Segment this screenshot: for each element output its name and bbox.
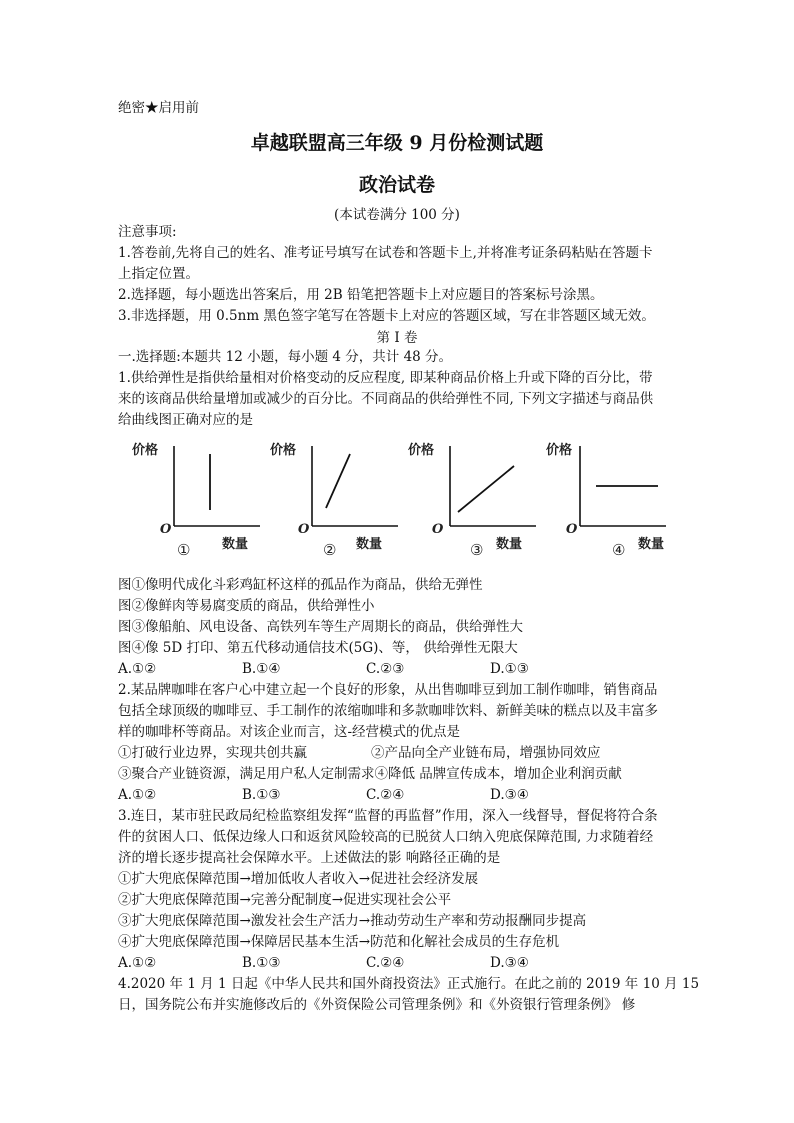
q1-option-b: B.①④ bbox=[242, 661, 281, 677]
score-note: (本试卷满分 100 分) bbox=[334, 207, 460, 223]
graph-4-x-label: 数量 bbox=[638, 537, 665, 552]
curve-gentle bbox=[458, 466, 514, 512]
volume-heading: 第 I 卷 bbox=[376, 330, 418, 346]
q1-line-3: 给曲线图正确对应的是 bbox=[118, 412, 253, 428]
graph-4-svg bbox=[546, 436, 686, 566]
graph-1-svg bbox=[132, 436, 272, 566]
graph-2-svg bbox=[270, 436, 410, 566]
graph-1-x-label: 数量 bbox=[222, 537, 249, 552]
graph-3-x-label: 数量 bbox=[496, 537, 523, 552]
graph-1-origin: O bbox=[160, 522, 172, 537]
q1-options bbox=[118, 659, 614, 679]
graph-2-x-label: 数量 bbox=[356, 537, 383, 552]
graph-4-number: ④ bbox=[612, 541, 626, 559]
q1-option-a: A.①② bbox=[118, 661, 157, 677]
subject-title: 政治试卷 bbox=[358, 174, 435, 196]
note-3: 3.非选择题，用 0.5nm 黑色签字笔写在答题卡上对应的答题区域，写在非答题区域无效。 bbox=[118, 308, 655, 324]
note-1-line-2: 上指定位置。 bbox=[118, 266, 199, 282]
q3-path-3: ③扩大兜底保障范围→激发社会生产活力→推动劳动生产率和劳动报酬同步提高 bbox=[118, 913, 587, 929]
q2-option-a: A.①② bbox=[118, 787, 157, 803]
graph-3-y-label: 价格 bbox=[408, 443, 435, 458]
supply-graph-4 bbox=[546, 436, 686, 566]
q4-line-1: 4.2020 年 1 月 1 日起《中华人民共和国外商投资法》正式施行。在此之前的 2019 年 10 月 15 bbox=[118, 976, 700, 992]
q2-statement-3: ③聚合产业链资源，满足用户私人定制需求④降低 品牌宣传成本，增加企业利润贡献 bbox=[118, 766, 622, 782]
q3-option-d: D.③④ bbox=[490, 955, 529, 971]
notes-heading: 注意事项: bbox=[118, 224, 177, 240]
q1-statement-2: 图②像鲜肉等易腐变质的商品，供给弹性小 bbox=[118, 598, 375, 614]
graph-4-origin: O bbox=[566, 522, 578, 537]
graph-3-number: ③ bbox=[470, 541, 484, 559]
q1-option-d: D.①③ bbox=[490, 661, 529, 677]
q1-line-1: 1.供给弹性是指供给量相对价格变动的反应程度, 即某种商品价格上升或下降的百分比，带 bbox=[118, 370, 653, 386]
q1-statement-4: 图④像 5D 打印、第五代移动通信技术(5G)、等， 供给弹性无限大 bbox=[118, 640, 518, 656]
supply-graph-1 bbox=[132, 436, 272, 566]
page-title: 卓越联盟高三年级 9 月份检测试题 bbox=[250, 132, 544, 154]
graph-2-number: ② bbox=[323, 541, 337, 559]
q2-line-2: 包括全球顶级的咖啡豆、手工制作的浓缩咖啡和多款咖啡饮料、新鲜美味的糕点以及丰富多 bbox=[118, 703, 658, 719]
q2-statement-2: ②产品向全产业链布局，增强协同效应 bbox=[371, 745, 601, 761]
graph-1-number: ① bbox=[177, 541, 191, 559]
q2-line-3: 样的咖啡杯等商品。对该企业而言，这-经营模式的优点是 bbox=[118, 724, 461, 740]
q3-options bbox=[118, 953, 614, 973]
q3-line-2: 件的贫困人口、低保边缘人口和返贫风险较高的已脱贫人口纳入兜底保障范围, 力求随着经 bbox=[118, 829, 654, 845]
section-intro: 一.选择题:本题共 12 小题，每小题 4 分，共计 48 分。 bbox=[118, 349, 453, 365]
q3-option-a: A.①② bbox=[118, 955, 157, 971]
q4-line-2: 日，国务院公布并实施修改后的《外资保险公司管理条例》和《外资银行管理条例》 修 bbox=[118, 997, 636, 1013]
graph-2-origin: O bbox=[298, 522, 310, 537]
q2-options bbox=[118, 785, 614, 805]
q1-statement-3: 图③像船舶、风电设备、高铁列车等生产周期长的商品，供给弹性大 bbox=[118, 619, 523, 635]
q3-option-b: B.①③ bbox=[242, 955, 281, 971]
q2-line-1: 2.某品牌咖啡在客户心中建立起一个良好的形象，从出售咖啡豆到加工制作咖啡，销售商品 bbox=[118, 682, 658, 698]
graph-3-origin: O bbox=[432, 522, 444, 537]
q3-line-3: 济的增长逐步提高社会保障水平。上述做法的影 响路径正确的是 bbox=[118, 850, 501, 866]
q1-line-2: 来的该商品供给量增加或减少的百分比。不同商品的供给弹性不同, 下列文字描述与商品供 bbox=[118, 391, 654, 407]
graph-3-svg bbox=[408, 436, 548, 566]
graph-1-y-label: 价格 bbox=[132, 443, 159, 458]
supply-graph-2 bbox=[270, 436, 410, 566]
graph-4-y-label: 价格 bbox=[546, 443, 573, 458]
supply-graph-3 bbox=[408, 436, 548, 566]
note-1-line-1: 1.答卷前,先将自己的姓名、准考证号填写在试卷和答题卡上,并将准考证条码粘贴在答题卡 bbox=[118, 245, 653, 261]
q3-path-4: ④扩大兜底保障范围→保障居民基本生活→防范和化解社会成员的生存危机 bbox=[118, 934, 560, 950]
q1-option-c: C.②③ bbox=[366, 661, 405, 677]
q2-option-c: C.②④ bbox=[366, 787, 405, 803]
q2-statement-1: ①打破行业边界，实现共创共赢 bbox=[118, 745, 307, 761]
curve-steep bbox=[326, 454, 350, 508]
q3-line-1: 3.连日，某市驻民政局纪检监察组发挥“监督的再监督”作用，深入一线督导，督促将符合条 bbox=[118, 808, 658, 824]
q3-option-c: C.②④ bbox=[366, 955, 405, 971]
secret-label: 绝密★启用前 bbox=[118, 100, 199, 116]
q2-option-b: B.①③ bbox=[242, 787, 281, 803]
q2-option-d: D.③④ bbox=[490, 787, 529, 803]
q3-path-2: ②扩大兜底保障范围→完善分配制度→促进实现社会公平 bbox=[118, 892, 452, 908]
q1-statement-1: 图①像明代成化斗彩鸡缸杯这样的孤品作为商品，供给无弹性 bbox=[118, 577, 483, 593]
q3-path-1: ①扩大兜底保障范围→增加低收人者收入→促进社会经济发展 bbox=[118, 871, 479, 887]
graph-2-y-label: 价格 bbox=[270, 443, 297, 458]
note-2: 2.选择题，每小题选出答案后，用 2B 铅笔把答题卡上对应题目的答案标号涂黑。 bbox=[118, 287, 604, 303]
